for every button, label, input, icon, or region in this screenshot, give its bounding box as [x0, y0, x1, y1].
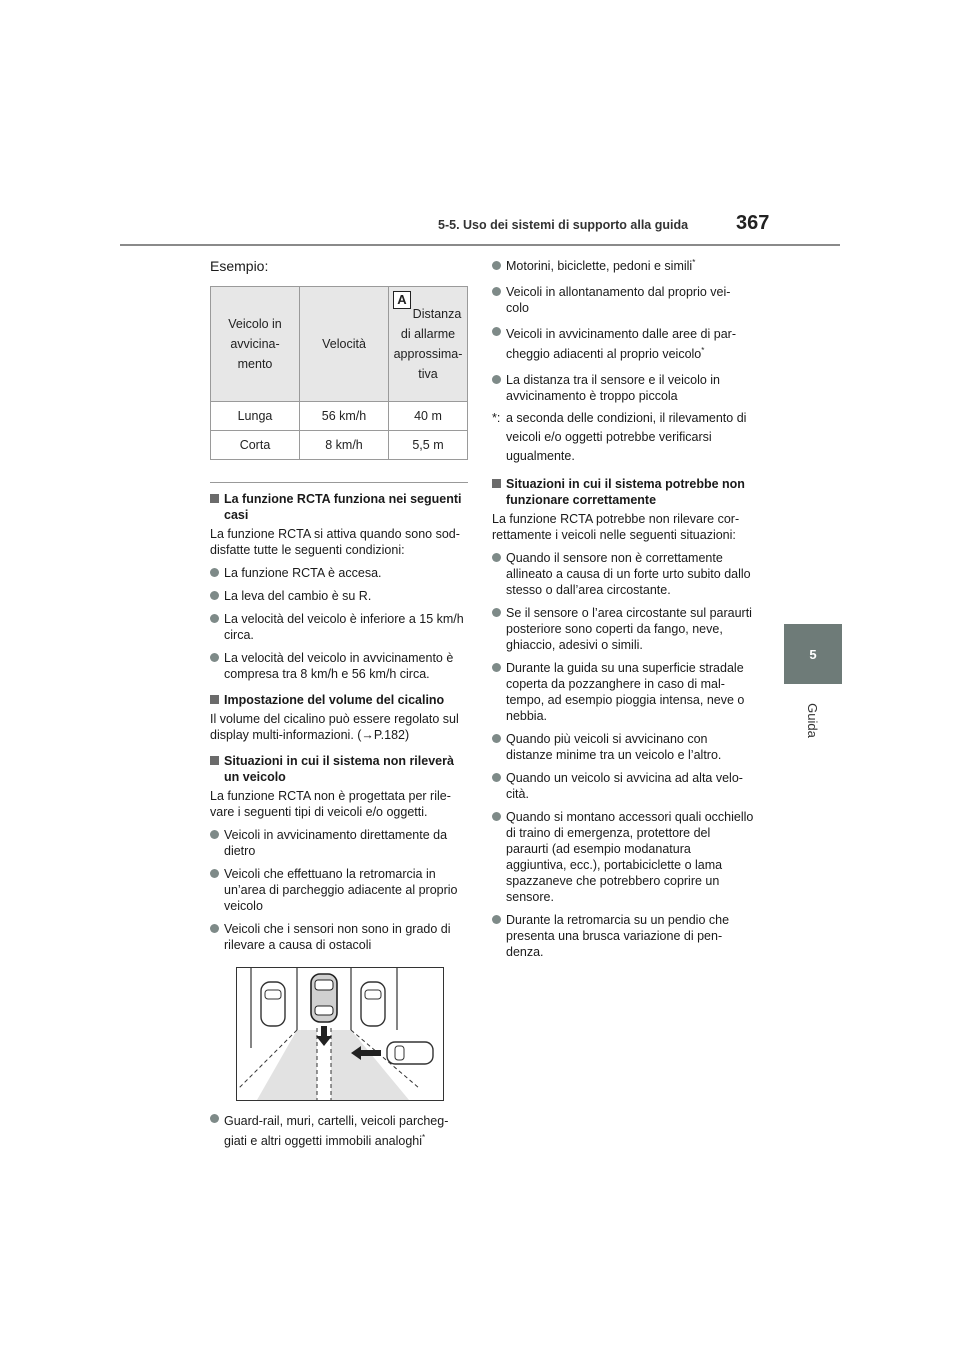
own-vehicle-rear-window	[315, 1006, 333, 1015]
parked-car-left-window	[265, 990, 281, 999]
parking-illustration	[236, 967, 444, 1101]
parked-car-right	[361, 982, 385, 1026]
header-line: mento	[237, 357, 273, 371]
bullet-item: Veicoli che effettuano la retromarcia in un’area di parcheggio adiacente al proprio veicolo	[210, 866, 468, 914]
bullet-item: Veicoli in avvicinamento direttamente da dietro	[210, 827, 468, 859]
bullet-item-footnoted	[210, 1111, 468, 1151]
bullet-item: Durante la retromarcia su un pendio che presenta una brusca variazione di pen- denza.	[492, 912, 754, 960]
warning-distance-table	[210, 286, 468, 460]
bullet-item: Durante la guida su una superficie stradale coperta da pozzanghere in caso di mal- tempo, ad esempio pioggia intensa, neve o nebbia.	[492, 660, 754, 724]
table-cell: Corta	[211, 431, 300, 460]
table-cell: Lunga	[211, 402, 300, 431]
table-row	[211, 402, 468, 431]
section-heading: Situazioni in cui il sistema non rileverà un veicolo	[210, 753, 468, 785]
chapter-label: Guida	[804, 702, 820, 738]
bullet-item: Quando più veicoli si avvicinano con distanze minime tra un veicolo e l’altro.	[492, 731, 754, 763]
header-line: Velocità	[322, 337, 366, 351]
section-heading: Situazioni in cui il sistema potrebbe non funzionare correttamente	[492, 476, 754, 508]
bullet-item-footnoted	[492, 258, 754, 274]
section-title: 5-5. Uso dei sistemi di supporto alla guida	[438, 218, 689, 232]
right-detection-zone	[331, 1030, 409, 1100]
table-cell: 40 m	[389, 402, 468, 431]
header-line: approssima-	[393, 347, 463, 361]
footnote-marker: *	[422, 1132, 426, 1142]
footnote-marker: *	[701, 345, 705, 355]
header-line: avvicina-	[230, 337, 280, 351]
section-divider	[210, 482, 468, 483]
bullet-item: Quando un veicolo si avvicina ad alta velo- cità.	[492, 770, 754, 802]
header-alarm-distance	[389, 287, 468, 402]
approaching-car	[387, 1042, 433, 1064]
label-a-badge: A	[393, 291, 411, 309]
reverse-arrow	[316, 1026, 332, 1046]
bullet-item: La distanza tra il sensore e il veicolo in avvicinamento è troppo piccola	[492, 372, 754, 404]
table-header-row	[211, 287, 468, 402]
bullet-item: Quando si montano accessori quali occhiello di traino di emergenza, protettore del paraurti (ad esempio modanatura aggiuntiva, ecc.), portabiciclette o lama spazzaneve che potrebbero coprire un sensore.	[492, 809, 754, 905]
paragraph: La funzione RCTA non è progettata per rile- vare i seguenti tipi di veicoli e/o oggetti.	[210, 789, 451, 819]
table-row	[211, 431, 468, 460]
own-vehicle-window	[315, 980, 333, 990]
footnote-marker: *	[692, 257, 696, 267]
footnote	[492, 409, 754, 466]
bullet-text: Veicoli in avvicinamento dalle aree di par- cheggio adiacenti al proprio veicolo	[506, 327, 736, 361]
section-heading: La funzione RCTA funziona nei seguenti casi	[210, 491, 468, 523]
parked-car-left	[261, 982, 285, 1026]
header-line: di allarme	[400, 327, 456, 341]
header-speed	[300, 287, 389, 402]
page-number: 367	[736, 212, 770, 234]
bullet-item: Veicoli in allontanamento dal proprio vei- colo	[492, 284, 754, 316]
approaching-car-window	[395, 1046, 404, 1060]
header-line: Distanza	[412, 307, 462, 321]
paragraph: La funzione RCTA si attiva quando sono sod- disfatte tutte le seguenti condizioni:	[210, 527, 460, 557]
header-divider	[120, 244, 840, 246]
parking-diagram-svg	[237, 968, 443, 1100]
left-column	[210, 256, 468, 1151]
bullet-text: Motorini, biciclette, pedoni e simili	[506, 259, 693, 273]
parked-car-right-window	[365, 990, 381, 999]
paragraph: Il volume del cicalino può essere regolato sul display multi-informazioni. (→P.182)	[210, 712, 459, 742]
header-line: tiva	[418, 367, 438, 381]
bullet-item-footnoted	[492, 324, 754, 364]
footnote-mark: *:	[492, 411, 501, 425]
table-cell: 56 km/h	[300, 402, 389, 431]
header-line: Veicolo in	[228, 317, 282, 331]
bullet-text: Guard-rail, muri, cartelli, veicoli parcheg- giati e altri oggetti immobili analoghi	[224, 1114, 449, 1148]
footnote-text: a seconda delle condizioni, il rilevamento di veicoli e/o oggetti potrebbe verificarsi ugualmente.	[506, 411, 747, 463]
bullet-item: Se il sensore o l’area circostante sul paraurti posteriore sono coperti da fango, neve, ghiaccio, adesivi o simili.	[492, 605, 754, 653]
table-cell: 8 km/h	[300, 431, 389, 460]
chapter-label-container	[782, 700, 842, 740]
header-approaching-vehicle	[211, 287, 300, 402]
bullet-item: Quando il sensore non è correttamente allineato a causa di un forte urto subito dallo stesso o dall’area circostante.	[492, 550, 754, 598]
paragraph: La funzione RCTA potrebbe non rilevare cor- rettamente i veicoli nelle seguenti situazioni:	[492, 512, 740, 542]
right-column	[492, 256, 754, 960]
bullet-item: La velocità del veicolo in avvicinamento è compresa tra 8 km/h e 56 km/h circa.	[210, 650, 468, 682]
bullet-item: Veicoli che i sensori non sono in grado di rilevare a causa di ostacoli	[210, 921, 468, 953]
chapter-tab[interactable]: 5	[784, 624, 842, 684]
bullet-item: La funzione RCTA è accesa.	[210, 565, 468, 581]
example-label: Esempio:	[210, 258, 269, 274]
bullet-item: La velocità del veicolo è inferiore a 15 km/h circa.	[210, 611, 468, 643]
section-heading: Impostazione del volume del cicalino	[210, 692, 468, 708]
bullet-item: La leva del cambio è su R.	[210, 588, 468, 604]
table-cell: 5,5 m	[389, 431, 468, 460]
